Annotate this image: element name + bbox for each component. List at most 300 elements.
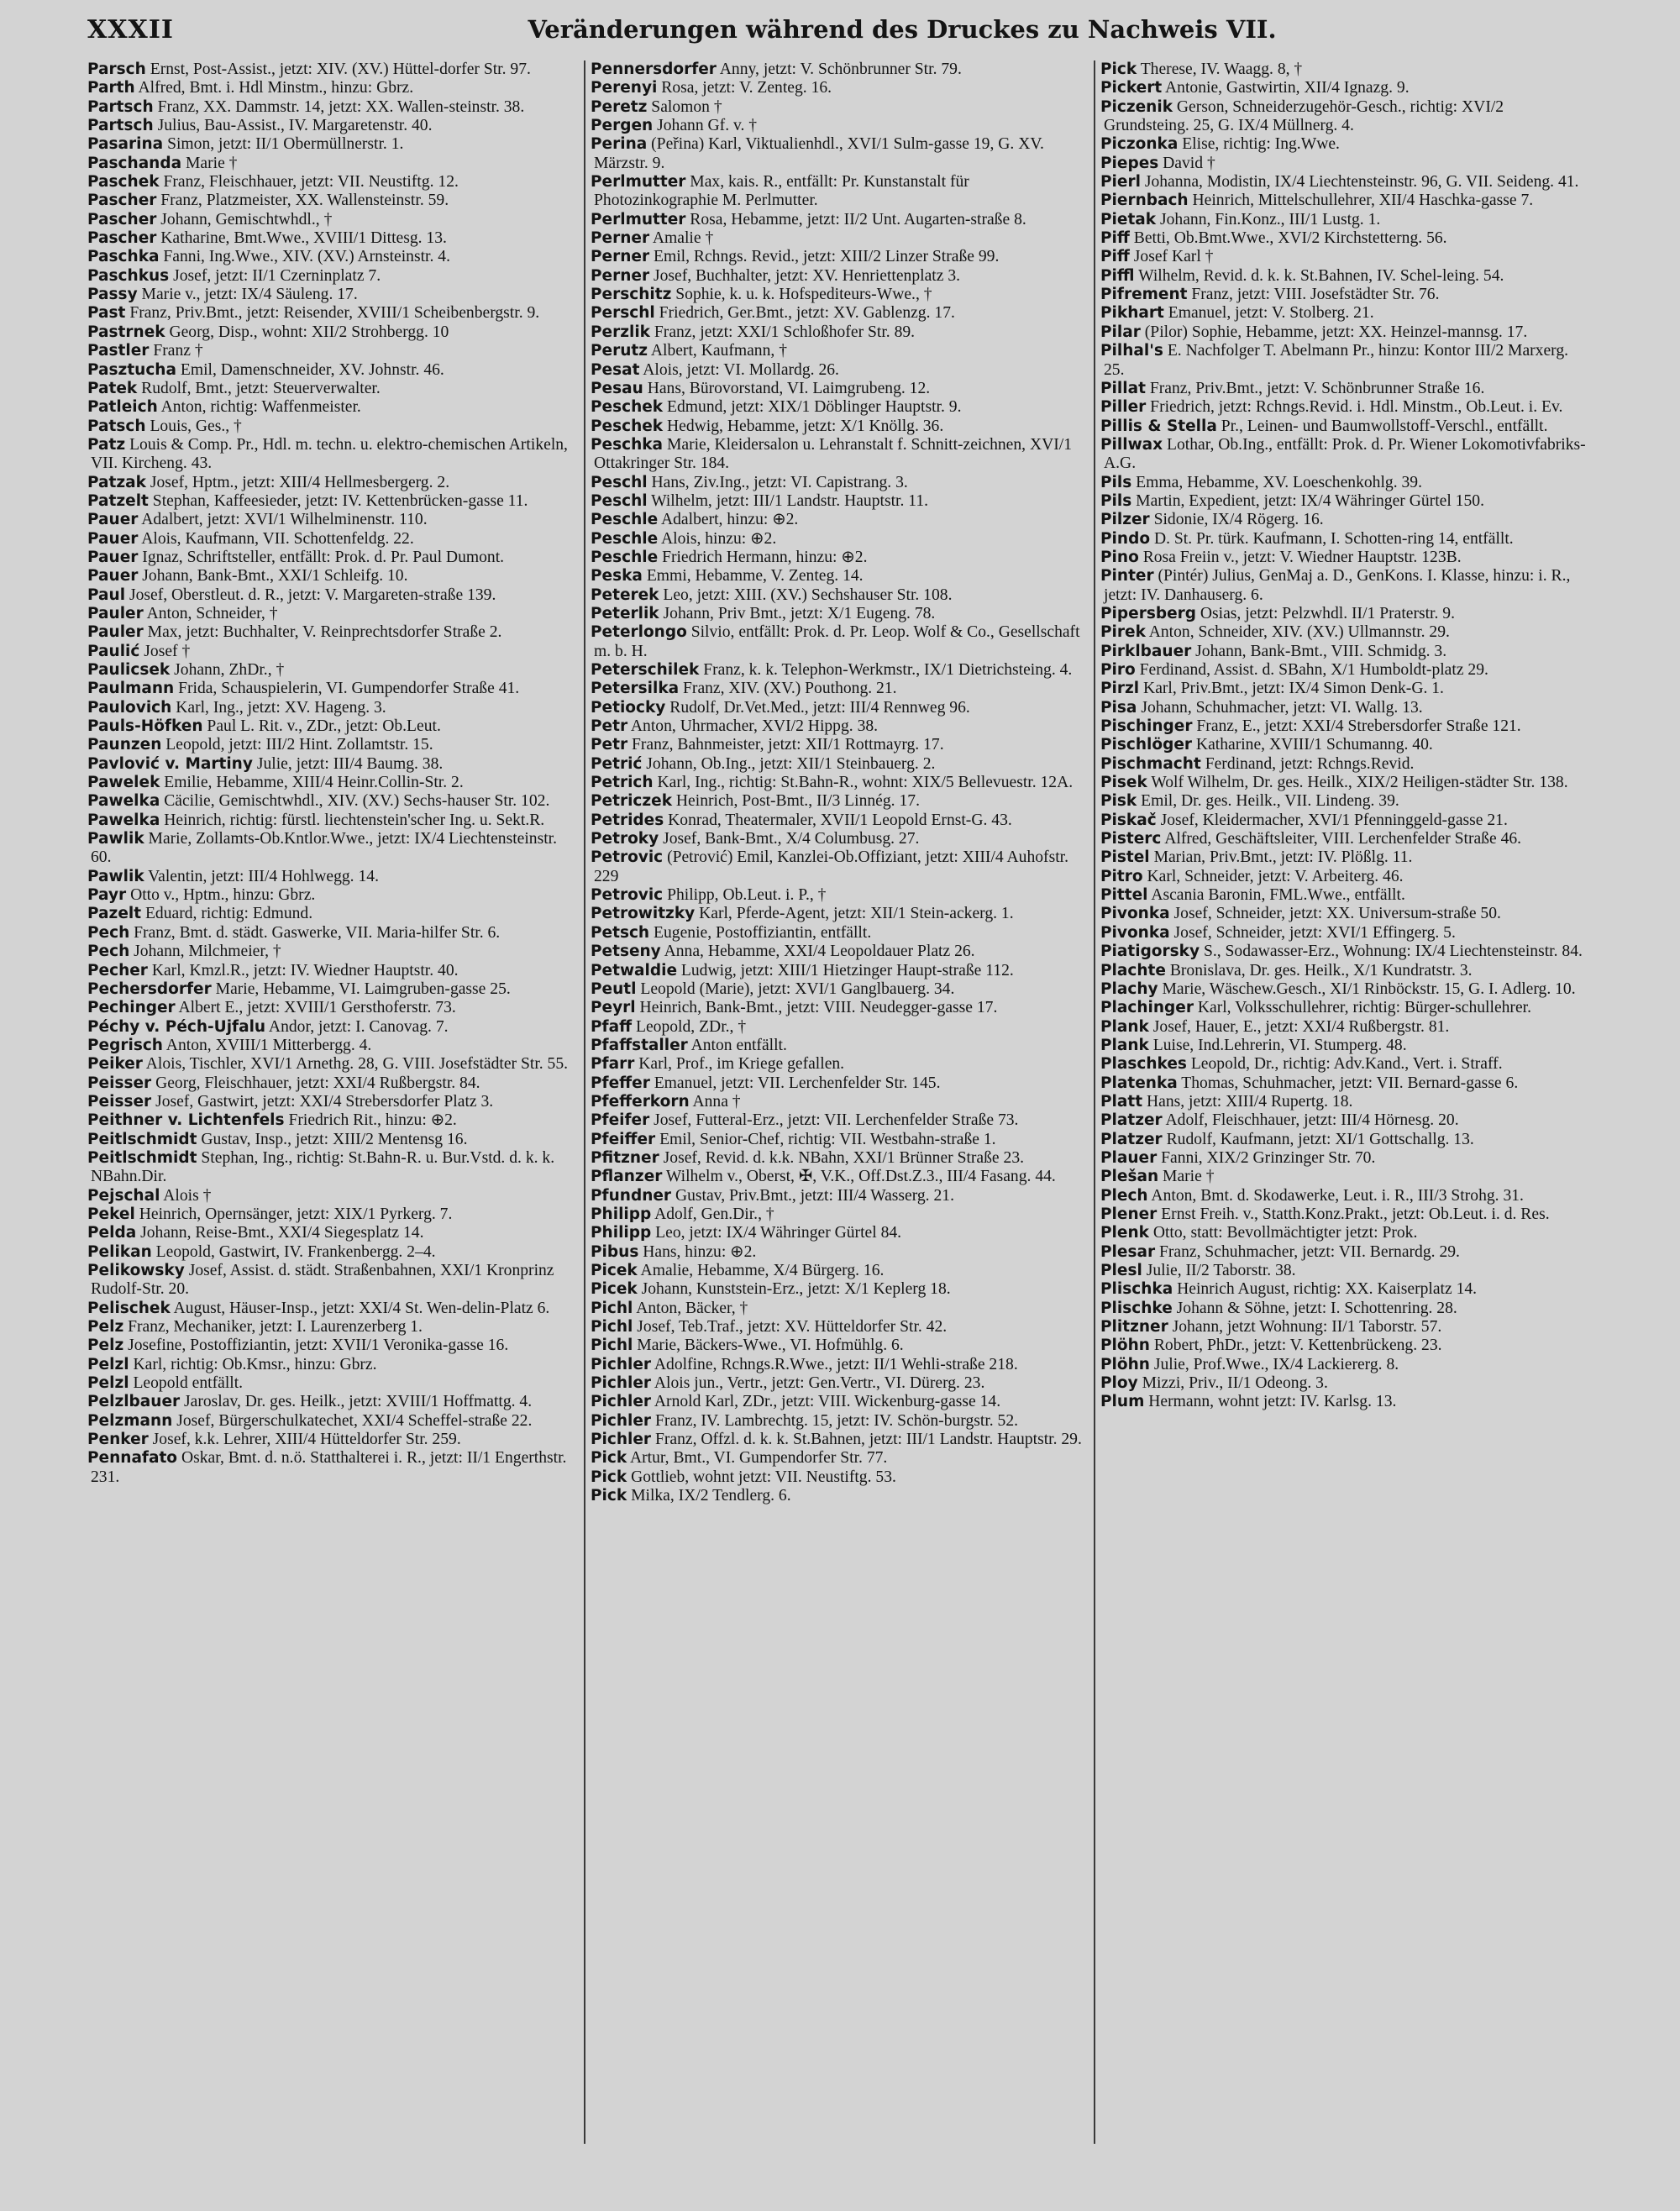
entry-name: Pawelka: [87, 811, 160, 829]
entry-text: Josefine, Postoffiziantin, jetzt: XVII/1 Veronika-gasse 16.: [128, 1337, 509, 1355]
entry-text: Anton, Bäcker, †: [636, 1299, 748, 1317]
entry-name: Pirzl: [1100, 680, 1140, 698]
directory-entry: [1100, 398, 1588, 417]
entry-name: Plöhn: [1100, 1355, 1150, 1373]
entry-name: Pischlöger: [1100, 736, 1193, 754]
entry-name: Pfarr: [591, 1055, 635, 1074]
entry-text: Rudolf, Bmt., jetzt: Steuerverwalter.: [141, 379, 381, 397]
page-number: XXXII: [87, 15, 174, 45]
directory-entry: [87, 1356, 579, 1374]
directory-entry: [87, 1074, 579, 1093]
entry-name: Peschl: [591, 491, 648, 510]
entry-name: Paulić: [87, 642, 140, 660]
directory-entry: [87, 736, 579, 754]
entry-name: Pegrisch: [87, 1036, 163, 1054]
entry-text: Heinrich, richtig: fürstl. liechtenstein'scher Ing. u. Sekt.R.: [164, 811, 545, 829]
entry-name: Peschle: [591, 511, 659, 529]
directory-entry: [1100, 380, 1588, 398]
entry-text: Katharine, Bmt.Wwe., XVIII/1 Dittesg. 13.: [160, 229, 447, 248]
directory-entry: [1100, 1224, 1588, 1242]
entry-name: Peska: [591, 567, 643, 586]
entry-text: Franz, Mechaniker, jetzt: I. Laurenzerberg 1.: [128, 1318, 423, 1337]
entry-text: Anton, richtig: Waffenmeister.: [160, 398, 361, 417]
entry-text: Ferdinand, jetzt: Rchngs.Revid.: [1205, 754, 1415, 773]
directory-entry: [1100, 60, 1588, 79]
entry-name: Petsch: [591, 923, 650, 942]
entry-text: Marie †: [185, 154, 238, 172]
entry-text: Sidonie, IX/4 Rögerg. 16.: [1153, 511, 1324, 529]
entry-name: Péchy v. Péch-Ujfalu: [87, 1017, 266, 1036]
entry-text: Johanna, Modistin, IX/4 Liechtensteinstr. 96, G. VII. Seideng. 41.: [1144, 173, 1579, 192]
entry-text: Leopold entfällt.: [133, 1374, 244, 1393]
directory-entry: [87, 830, 579, 868]
entry-name: Pelikowsky: [87, 1262, 185, 1279]
column-1: [87, 60, 579, 2144]
directory-entry: [1100, 848, 1588, 867]
entry-text: Josef, Buchhalter, jetzt: XV. Henriettenplatz 3.: [653, 266, 961, 285]
directory-entry: [591, 117, 1089, 135]
entry-text: Josef, Futteral-Erz., jetzt: VII. Lerchenfelder Straße 73.: [654, 1111, 1019, 1130]
directory-entry: [1100, 1300, 1588, 1318]
entry-text: Eduard, richtig: Edmund.: [144, 905, 313, 923]
entry-name: Perlmutter: [591, 210, 686, 228]
entry-text: Heinrich, Opernsänger, jetzt: XIX/1 Pyrkerg. 7.: [139, 1205, 453, 1223]
entry-name: Plank: [1100, 1036, 1149, 1054]
entry-name: Platzer: [1100, 1130, 1163, 1148]
entry-text: Josef, Oberstleut. d. R., jetzt: V. Margareten-straße 139.: [129, 586, 496, 604]
entry-text: Louis, Ges., †: [150, 417, 242, 435]
entry-text: Hedwig, Hebamme, jetzt: X/1 Knöllg. 36.: [667, 417, 944, 435]
entry-name: Pauler: [87, 604, 144, 622]
entry-name: Peschle: [591, 529, 659, 548]
directory-entry: [87, 643, 579, 661]
entry-text: Marie v., jetzt: IX/4 Säuleng. 17.: [141, 286, 358, 304]
directory-entry: [87, 980, 579, 999]
directory-entry: [87, 661, 579, 680]
directory-entry: [1100, 792, 1588, 811]
entry-text: Emil, Damenschneider, XV. Johnstr. 46.: [180, 360, 444, 379]
directory-entry: [87, 549, 579, 567]
directory-entry: [591, 1318, 1089, 1337]
directory-entry: [591, 549, 1089, 567]
entry-name: Pichl: [591, 1299, 633, 1317]
entry-name: Plachinger: [1100, 999, 1194, 1017]
directory-entry: [591, 1149, 1089, 1168]
directory-entry: [87, 1393, 579, 1411]
entry-text: Anton, Bmt. d. Skodawerke, Leut. i. R., III/3 Strohg. 31.: [1151, 1186, 1524, 1205]
directory-entry: [591, 474, 1089, 492]
entry-text: Franz, Schuhmacher, jetzt: VII. Bernardg. 29.: [1158, 1242, 1460, 1261]
entry-name: Perina: [591, 135, 648, 154]
entry-text: Marian, Priv.Bmt., jetzt: IV. Plößlg. 11.: [1153, 848, 1413, 867]
entry-name: Pifrement: [1100, 286, 1188, 304]
entry-text: Josef, Bürgerschulkatechet, XXI/4 Scheffel-straße 22.: [176, 1411, 533, 1430]
entry-text: Cäcilie, Gemischtwhdl., XIV. (XV.) Sechs-hauser Str. 102.: [164, 792, 550, 811]
entry-text: Franz, jetzt: XXI/1 Schloßhofer Str. 89.: [654, 323, 916, 341]
directory-entry: [591, 924, 1089, 943]
entry-text: Ernst, Post-Assist., jetzt: XIV. (XV.) Hüttel-dorfer Str. 97.: [150, 60, 531, 78]
directory-entry: [1100, 924, 1588, 943]
entry-name: Pierl: [1100, 173, 1141, 192]
directory-entry: [1100, 736, 1588, 754]
directory-entry: [1100, 830, 1588, 848]
directory-entry: [87, 1111, 579, 1130]
directory-entry: [1100, 474, 1588, 492]
entry-text: Franz, XX. Dammstr. 14, jetzt: XX. Wallen-steinstr. 38.: [157, 97, 525, 116]
directory-entry: [1100, 1055, 1588, 1074]
entry-name: Pavlović v. Martiny: [87, 754, 253, 773]
entry-name: Pichler: [591, 1393, 652, 1411]
directory-entry: [1100, 1356, 1588, 1374]
entry-name: Pisek: [1100, 774, 1147, 792]
directory-entry: [591, 943, 1089, 961]
directory-entry: [87, 474, 579, 492]
entry-name: Pilzer: [1100, 511, 1150, 529]
directory-entry: [591, 586, 1089, 605]
entry-name: Past: [87, 304, 126, 323]
entry-name: Pesau: [591, 379, 643, 397]
entry-text: Johann, Fin.Konz., III/1 Lustg. 1.: [1159, 210, 1381, 228]
entry-name: Passy: [87, 286, 138, 304]
entry-name: Petrich: [591, 774, 654, 792]
directory-entry: [87, 1224, 579, 1242]
entry-text: Josef, Hauer, E., jetzt: XXI/4 Rußbergstr. 81.: [1152, 1017, 1450, 1036]
entry-text: Franz †: [153, 342, 203, 360]
directory-entry: [1100, 155, 1588, 173]
directory-entry: [87, 1262, 579, 1300]
entry-text: Franz, Bmt. d. städt. Gaswerke, VII. Maria-hilfer Str. 6.: [134, 923, 501, 942]
entry-text: Rosa Freiin v., jetzt: V. Wiedner Hauptstr. 123B.: [1142, 548, 1462, 566]
entry-text: Gustav, Priv.Bmt., jetzt: III/4 Wasserg. 21.: [675, 1186, 954, 1205]
entry-name: Piller: [1100, 398, 1147, 417]
entry-name: Pauer: [87, 567, 139, 586]
entry-name: Pfefferkorn: [591, 1092, 690, 1111]
entry-text: Paul L. Rit. v., ZDr., jetzt: Ob.Leut.: [207, 717, 441, 736]
entry-text: Wilhelm v., Oberst, ✠, V.K., Off.Dst.Z.3., III/4 Fasang. 44.: [665, 1168, 1056, 1186]
entry-text: Josef, Bank-Bmt., X/4 Columbusg. 27.: [663, 830, 920, 848]
entry-name: Petr: [591, 736, 628, 754]
directory-entry: [87, 79, 579, 97]
directory-entry: [591, 623, 1089, 661]
entry-name: Pitro: [1100, 867, 1143, 885]
entry-text: Josef, Kleidermacher, XVI/1 Pfenninggeld-gasse 21.: [1160, 811, 1508, 829]
directory-entry: [1100, 943, 1588, 961]
directory-entry: [591, 680, 1089, 698]
entry-text: Frida, Schauspielerin, VI. Gumpendorfer Straße 41.: [178, 680, 520, 698]
directory-entry: [1100, 1374, 1588, 1393]
entry-name: Pichl: [591, 1318, 633, 1337]
entry-text: Josef, Schneider, jetzt: XX. Universum-straße 50.: [1173, 905, 1501, 923]
directory-entry: [87, 1037, 579, 1055]
entry-name: Philipp: [591, 1205, 652, 1223]
entry-text: Leopold, Dr., richtig: Adv.Kand., Vert. i. Straff.: [1190, 1055, 1503, 1074]
directory-entry: [591, 811, 1089, 830]
entry-name: Philipp: [591, 1224, 652, 1242]
entry-text: Heinrich August, richtig: XX. Kaiserplatz 14.: [1177, 1280, 1478, 1299]
entry-text: Emilie, Hebamme, XIII/4 Heinr.Collin-Str. 2.: [164, 774, 464, 792]
entry-name: Pischinger: [1100, 717, 1193, 736]
entry-name: Pechersdorfer: [87, 979, 212, 998]
entry-text: Hermann, wohnt jetzt: IV. Karlsg. 13.: [1148, 1393, 1397, 1411]
entry-name: Patzak: [87, 473, 146, 491]
entry-text: Martin, Expedient, jetzt: IX/4 Währinger Gürtel 150.: [1136, 491, 1484, 510]
entry-name: Plischka: [1100, 1280, 1173, 1299]
directory-entry: [87, 1412, 579, 1431]
entry-name: Piff: [1100, 248, 1130, 266]
directory-entry: [591, 1300, 1089, 1318]
directory-entry: [591, 1243, 1089, 1262]
entry-text: Josef, Schneider, jetzt: XVI/1 Effingerg. 5.: [1173, 923, 1456, 942]
entry-text: Karl, Volksschullehrer, richtig: Bürger-schullehrer.: [1197, 999, 1531, 1017]
directory-entry: [87, 60, 579, 79]
directory-entry: [591, 1074, 1089, 1093]
directory-entry: [1100, 229, 1588, 248]
directory-entry: [87, 155, 579, 173]
entry-name: Perschitz: [591, 286, 672, 304]
entry-text: Oskar, Bmt. d. n.ö. Statthalterei i. R., jetzt: II/1 Engerthstr. 231.: [91, 1449, 567, 1486]
entry-name: Pelzmann: [87, 1411, 173, 1430]
entry-name: Pick: [1100, 60, 1137, 78]
directory-entry: [591, 79, 1089, 97]
entry-text: Karl, Ing., richtig: St.Bahn-R., wohnt: XIX/5 Bellevuestr. 12A.: [657, 774, 1074, 792]
entry-name: Pelda: [87, 1224, 137, 1242]
directory-entry: [1100, 436, 1588, 474]
entry-text: Hans, jetzt: XIII/4 Rupertg. 18.: [1146, 1092, 1353, 1111]
entry-text: Konrad, Theatermaler, XVII/1 Leopold Ernst-G. 43.: [668, 811, 1012, 829]
entry-name: Pennersdorfer: [591, 60, 717, 78]
column-divider: [1094, 60, 1095, 2144]
entry-text: Adalbert, hinzu: ⊕2.: [660, 511, 799, 529]
directory-entry: [591, 1093, 1089, 1111]
entry-text: August, Häuser-Insp., jetzt: XXI/4 St. Wen-delin-Platz 6.: [173, 1299, 550, 1317]
directory-entry: [87, 492, 579, 511]
entry-name: Payr: [87, 886, 127, 905]
entry-name: Platt: [1100, 1092, 1143, 1111]
entry-text: Marie, Zollamts-Ob.Kntlor.Wwe., jetzt: IX/4 Liechtensteinstr. 60.: [91, 830, 557, 867]
entry-text: Stephan, Ing., richtig: St.Bahn-R. u. Bur.Vstd. d. k. k. NBahn.Dir.: [91, 1148, 555, 1186]
directory-entry: [591, 567, 1089, 586]
entry-text: Josef, k.k. Lehrer, XIII/4 Hütteldorfer Str. 259.: [152, 1431, 461, 1449]
directory-entry: [591, 1356, 1089, 1374]
entry-text: E. Nachfolger T. Abelmann Pr., hinzu: Kontor III/2 Marxerg. 25.: [1104, 342, 1569, 379]
directory-entry: [591, 211, 1089, 229]
directory-entry: [591, 699, 1089, 717]
entry-text: Franz, IV. Lambrechtg. 15, jetzt: IV. Schön-burgstr. 52.: [654, 1411, 1019, 1430]
entry-name: Plitzner: [1100, 1318, 1168, 1337]
entry-text: Anton, Uhrmacher, XVI/2 Hippg. 38.: [630, 717, 879, 736]
directory-entry: [591, 999, 1089, 1017]
entry-name: Pelzlbauer: [87, 1393, 181, 1411]
directory-entry: [1100, 755, 1588, 774]
entry-text: Anton, Schneider, XIV. (XV.) Ullmannstr. 29.: [1148, 623, 1450, 642]
entry-text: Lothar, Ob.Ing., entfällt: Prok. d. Pr. Wiener Lokomotivfabriks-A.G.: [1104, 435, 1586, 473]
directory-entry: [1100, 248, 1588, 266]
entry-text: Alois †: [163, 1186, 212, 1205]
directory-entry: [591, 1431, 1089, 1449]
entry-name: Peretz: [591, 97, 648, 116]
entry-name: Paulicsek: [87, 661, 171, 679]
directory-entry: [87, 1431, 579, 1449]
entry-name: Perner: [591, 248, 650, 266]
directory-entry: [591, 304, 1089, 323]
directory-entry: [1100, 605, 1588, 623]
entry-text: (Petrović) Emil, Kanzlei-Ob.Offiziant, jetzt: XIII/4 Auhofstr. 229: [594, 848, 1068, 885]
entry-text: Franz, Fleischhauer, jetzt: VII. Neustiftg. 12.: [163, 173, 459, 192]
directory-entry: [87, 398, 579, 417]
entry-text: Leo, jetzt: IX/4 Währinger Gürtel 84.: [655, 1224, 902, 1242]
directory-entry: [591, 286, 1089, 304]
entry-text: Alfred, Bmt. i. Hdl Minstm., hinzu: Gbrz.: [138, 79, 414, 97]
entry-name: Pino: [1100, 548, 1139, 566]
entry-name: Pech: [87, 943, 130, 961]
entry-name: Pfaffstaller: [591, 1036, 688, 1054]
entry-text: Osias, jetzt: Pelzwhdl. II/1 Praterstr. 9.: [1200, 604, 1455, 622]
entry-name: Pichler: [591, 1355, 652, 1373]
directory-entry: [1100, 1262, 1588, 1280]
directory-entry: [87, 229, 579, 248]
entry-text: Julie, Prof.Wwe., IX/4 Lackiererg. 8.: [1153, 1355, 1399, 1373]
directory-entry: [591, 1205, 1089, 1224]
entry-name: Perzlik: [591, 323, 650, 341]
directory-entry: [1100, 192, 1588, 210]
entry-name: Pesat: [591, 360, 640, 379]
entry-name: Patek: [87, 379, 138, 397]
directory-entry: [87, 98, 579, 117]
directory-entry: [87, 586, 579, 605]
entry-name: Petroky: [591, 830, 659, 848]
directory-entry: [1100, 699, 1588, 717]
entry-name: Pflanzer: [591, 1168, 663, 1186]
entry-text: Elise, richtig: Ing.Wwe.: [1182, 135, 1340, 154]
entry-name: Pick: [591, 1449, 627, 1468]
directory-entry: [1100, 811, 1588, 830]
entry-name: Petersilka: [591, 680, 680, 698]
entry-text: Emil, Dr. ges. Heilk., VII. Lindeng. 39.: [1141, 792, 1399, 811]
column-2: [591, 60, 1089, 2144]
entry-text: Josef, Hptm., jetzt: XIII/4 Hellmesbergerg. 2.: [150, 473, 450, 491]
entry-name: Peterek: [591, 586, 659, 604]
entry-name: Pergen: [591, 117, 654, 135]
entry-text: Johann Gf. v. †: [657, 117, 758, 135]
directory-entry: [1100, 323, 1588, 342]
entry-text: Alfred, Geschäftsleiter, VIII. Lerchenfelder Straße 46.: [1164, 830, 1522, 848]
entry-text: David †: [1163, 154, 1215, 172]
entry-name: Pasarina: [87, 135, 164, 154]
directory-entry: [591, 267, 1089, 286]
directory-entry: [591, 380, 1089, 398]
directory-entry: [1100, 623, 1588, 642]
entry-name: Pascher: [87, 210, 157, 228]
entry-name: Perutz: [591, 342, 648, 360]
directory-entry: [1100, 1074, 1588, 1093]
directory-entry: [1100, 418, 1588, 436]
entry-text: Johann, Ob.Ing., jetzt: XII/1 Steinbauerg. 2.: [646, 754, 936, 773]
entry-text: Leopold, ZDr., †: [635, 1017, 747, 1036]
entry-name: Pick: [591, 1487, 627, 1505]
entry-text: Emanuel, jetzt: VII. Lerchenfelder Str. 145.: [654, 1074, 941, 1092]
directory-entry: [1100, 1131, 1588, 1149]
entry-name: Pilar: [1100, 323, 1141, 341]
entry-text: Anton, XVIII/1 Mitterbergg. 4.: [165, 1036, 372, 1054]
entry-text: Andor, jetzt: I. Canovag. 7.: [268, 1017, 449, 1036]
entry-name: Ploy: [1100, 1374, 1138, 1393]
entry-text: Franz, XIV. (XV.) Pouthong. 21.: [683, 680, 897, 698]
entry-text: Johann, Schuhmacher, jetzt: VI. Wallg. 13.: [1141, 698, 1423, 717]
entry-name: Pisk: [1100, 792, 1137, 811]
entry-text: Arnold Karl, ZDr., jetzt: VIII. Wickenburg-gasse 14.: [654, 1393, 1001, 1411]
directory-entry: [87, 1337, 579, 1355]
entry-text: Adolfine, Rchngs.R.Wwe., jetzt: II/1 Wehli-straße 218.: [654, 1355, 1018, 1373]
entry-name: Pawlik: [87, 867, 144, 885]
entry-name: Picek: [591, 1262, 638, 1279]
directory-entry: [591, 830, 1089, 848]
entry-text: Bronislava, Dr. ges. Heilk., X/1 Kundratstr. 3.: [1169, 961, 1473, 979]
entry-text: Alois, Tischler, XVI/1 Arnethg. 28, G. VIII. Josefstädter Str. 55.: [145, 1055, 569, 1074]
directory-entry: [1100, 492, 1588, 511]
entry-name: Piskač: [1100, 811, 1157, 829]
entry-text: Rudolf, Kaufmann, jetzt: XI/1 Gottschallg. 13.: [1166, 1130, 1474, 1148]
entry-name: Petwaldie: [591, 961, 677, 979]
directory-entry: [591, 342, 1089, 360]
entry-text: Leopold, jetzt: III/2 Hint. Zollamtstr. 15.: [165, 736, 433, 754]
directory-entry: [87, 774, 579, 792]
entry-name: Patz: [87, 435, 126, 454]
entry-name: Piczenik: [1100, 97, 1173, 116]
entry-name: Patzelt: [87, 491, 149, 510]
directory-entry: [87, 1374, 579, 1393]
directory-entry: [87, 792, 579, 811]
entry-name: Pillwax: [1100, 435, 1163, 454]
entry-text: Leopold (Marie), jetzt: XVI/1 Ganglbauerg. 34.: [640, 979, 955, 998]
entry-text: Louis & Comp. Pr., Hdl. m. techn. u. elektro-chemischen Artikeln, VII. Kircheng. 43.: [91, 435, 568, 473]
entry-name: Penker: [87, 1431, 149, 1449]
directory-entry: [87, 436, 579, 474]
entry-text: Anna, Hebamme, XXI/4 Leopoldauer Platz 26.: [664, 943, 975, 961]
entry-text: Robert, PhDr., jetzt: V. Kettenbrückeng. 23.: [1153, 1337, 1442, 1355]
directory-entry: [87, 1018, 579, 1037]
entry-text: Silvio, entfällt: Prok. d. Pr. Leop. Wolf & Co., Gesellschaft m. b. H.: [594, 623, 1080, 660]
entry-name: Peschek: [591, 398, 664, 417]
directory-entry: [1100, 774, 1588, 792]
entry-name: Peisser: [87, 1074, 152, 1092]
entry-text: Johann, ZhDr., †: [174, 661, 285, 679]
entry-name: Pibus: [591, 1242, 639, 1261]
entry-text: Karl, richtig: Ob.Kmsr., hinzu: Gbrz.: [133, 1355, 377, 1373]
entry-name: Pils: [1100, 473, 1132, 491]
entry-name: Pascher: [87, 229, 157, 248]
entry-text: Albert, Kaufmann, †: [650, 342, 787, 360]
entry-text: Johann & Söhne, jetzt: I. Schottenring. 28.: [1176, 1299, 1457, 1317]
entry-name: Pastler: [87, 342, 150, 360]
directory-entry: [1100, 211, 1588, 229]
entry-text: Eugenie, Postoffiziantin, entfällt.: [654, 923, 872, 942]
directory-entry: [1100, 286, 1588, 304]
directory-entry: [87, 868, 579, 886]
entry-name: Plachte: [1100, 961, 1166, 979]
entry-text: Karl, Schneider, jetzt: V. Arbeiterg. 46.: [1147, 867, 1404, 885]
entry-text: Stephan, Kaffeesieder, jetzt: IV. Kettenbrücken-gasse 11.: [152, 491, 528, 510]
entry-text: Julie, II/2 Taborstr. 38.: [1146, 1262, 1296, 1279]
directory-entry: [1100, 962, 1588, 980]
entry-name: Pichler: [591, 1411, 652, 1430]
directory-entry: [87, 755, 579, 774]
entry-text: Johann, Gemischtwhdl., †: [160, 210, 333, 228]
directory-entry: [591, 98, 1089, 117]
entry-text: Albert E., jetzt: XVIII/1 Gersthoferstr. 73.: [178, 999, 456, 1017]
entry-text: Hans, hinzu: ⊕2.: [643, 1242, 757, 1261]
directory-entry: [87, 323, 579, 342]
directory-entry: [1100, 511, 1588, 529]
